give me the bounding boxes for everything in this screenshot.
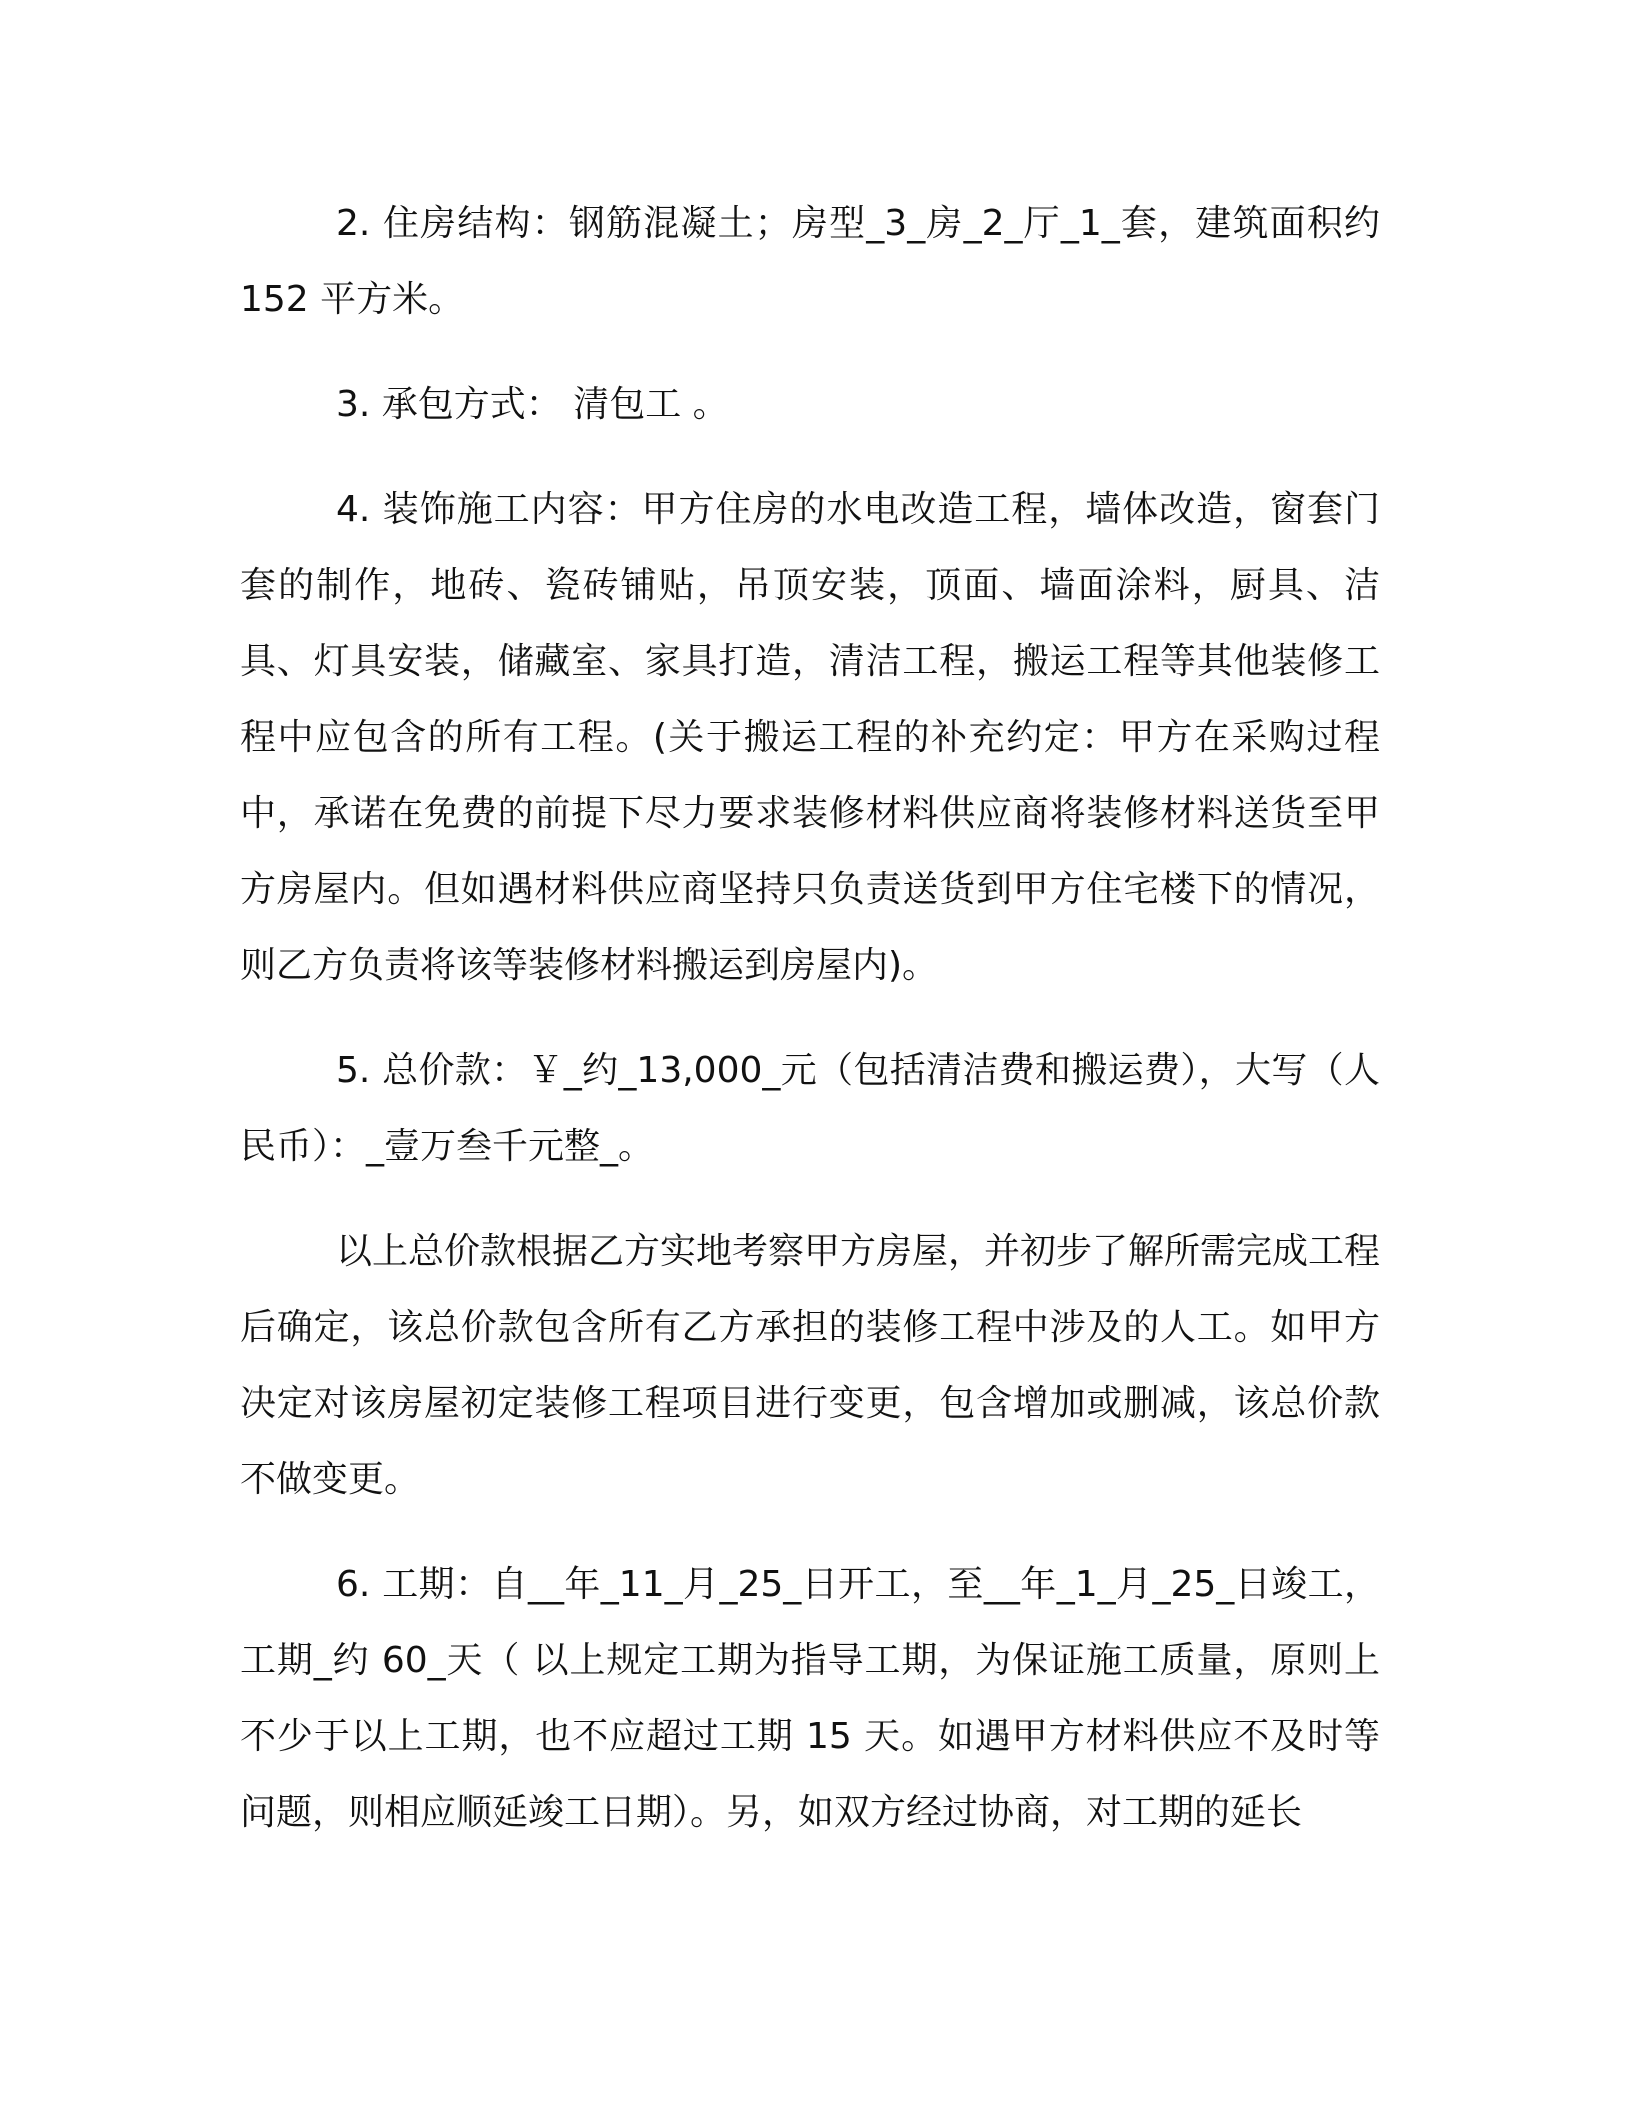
- paragraph-construction-content: 4. 装饰施工内容：甲方住房的水电改造工程，墙体改造，窗套门套的制作，地砖、瓷砖铺贴，吊顶安装，顶面、墙面涂料，厨具、洁具、灯具安装，储藏室、家具打造，清洁工程，搬运工程等其他装修工程中应包含的所有工程。(关于搬运工程的补充约定：甲方在采购过程中，承诺在免费的前提下尽力要求装修材料供应商将装修材料送货至甲方房屋内。但如遇材料供应商坚持只负责送货到甲方住宅楼下的情况，则乙方负责将该等装修材料搬运到房屋内)。: [240, 489, 1380, 986]
- paragraph-construction-period: 6. 工期：自__年_11_月_25_日开工，至__年_1_月_25_日竣工，工期_约 60_天（ 以上规定工期为指导工期，为保证施工质量，原则上不少于以上工期，也不应超过工期 15 天。如遇甲方材料供应不及时等问题，则相应顺延竣工日期）。另，如双方经过协商，对工期的延长: [240, 1564, 1380, 1833]
- paragraph-price-explanation: 以上总价款根据乙方实地考察甲方房屋，并初步了解所需完成工程后确定，该总价款包含所有乙方承担的装修工程中涉及的人工。如甲方决定对该房屋初定装修工程项目进行变更，包含增加或删减，该总价款不做变更。: [240, 1231, 1381, 1500]
- paragraph-total-price: 5. 总价款：￥_约_13,000_元（包括清洁费和搬运费），大写（人民币）：_壹万叁千元整_。: [240, 1050, 1380, 1167]
- document-body: [240, 186, 1380, 1880]
- paragraph-housing-structure: 2. 住房结构：钢筋混凝土；房型_3_房_2_厅_1_套，建筑面积约 152 平方米。: [240, 203, 1380, 320]
- paragraph-contract-method: 3. 承包方式： 清包工 。: [336, 384, 729, 425]
